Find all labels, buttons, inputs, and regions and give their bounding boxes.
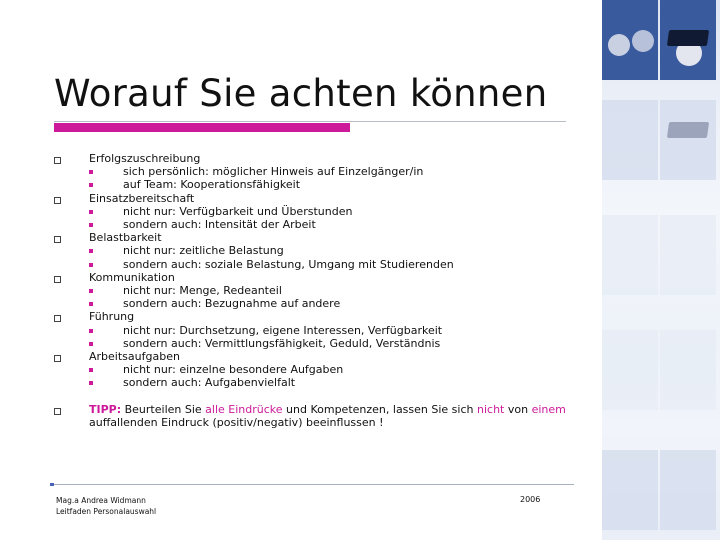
sub-point: nicht nur: Menge, Redeanteil	[89, 284, 594, 297]
topic-item	[54, 310, 594, 350]
hollow-square-bullet-icon	[54, 355, 61, 362]
topic-title: Führung	[89, 310, 135, 324]
tip-highlight: alle Eindrücke	[205, 402, 283, 416]
hollow-square-bullet-icon	[54, 197, 61, 204]
topic-title: Arbeitsaufgaben	[89, 350, 180, 364]
graduation-photo-tile	[602, 100, 658, 180]
decorative-photo-strip	[602, 0, 720, 540]
sub-point: nicht nur: zeitliche Belastung	[89, 244, 594, 257]
tip-highlight: nicht	[477, 402, 505, 416]
sub-point: sondern auch: Bezugnahme auf andere	[89, 297, 594, 310]
filled-square-bullet-icon	[89, 249, 93, 253]
filled-square-bullet-icon	[89, 263, 93, 267]
tip-highlight: einem	[531, 402, 566, 416]
filled-square-bullet-icon	[89, 381, 93, 385]
filled-square-bullet-icon	[89, 210, 93, 214]
topic-item	[54, 231, 594, 271]
topic-item	[54, 192, 594, 232]
graduation-photo-tile	[660, 450, 716, 530]
footer-year: 2006	[520, 495, 541, 504]
filled-square-bullet-icon	[89, 183, 93, 187]
hollow-square-bullet-icon	[54, 157, 61, 164]
sub-point: sondern auch: Aufgabenvielfalt	[89, 376, 594, 389]
filled-square-bullet-icon	[89, 329, 93, 333]
graduation-photo-tile	[660, 0, 716, 80]
filled-square-bullet-icon	[89, 170, 93, 174]
hollow-square-bullet-icon	[54, 315, 61, 322]
footer-author: Mag.a Andrea Widmann	[56, 496, 146, 505]
footer-document-title: Leitfaden Personalauswahl	[56, 507, 157, 516]
sub-point: sondern auch: soziale Belastung, Umgang mit Studierenden	[89, 258, 594, 271]
sub-point: auf Team: Kooperationsfähigkeit	[89, 178, 594, 191]
hollow-square-bullet-icon	[54, 408, 61, 415]
hollow-square-bullet-icon	[54, 236, 61, 243]
footer-divider	[54, 484, 574, 485]
tip-label: TIPP:	[89, 402, 122, 416]
content-list	[54, 152, 594, 429]
filled-square-bullet-icon	[89, 223, 93, 227]
topic-title: Kommunikation	[89, 270, 175, 284]
graduation-photo-tile	[660, 215, 716, 295]
filled-square-bullet-icon	[89, 368, 93, 372]
topic-title: Belastbarkeit	[89, 231, 162, 245]
topic-item	[54, 271, 594, 311]
topic-title: Einsatzbereitschaft	[89, 191, 195, 205]
graduation-photo-tile	[602, 0, 658, 80]
title-accent-bar	[54, 123, 350, 132]
filled-square-bullet-icon	[89, 342, 93, 346]
sub-point: nicht nur: einzelne besondere Aufgaben	[89, 363, 594, 376]
topic-title: Erfolgszuschreibung	[89, 152, 201, 165]
topic-item	[54, 350, 594, 390]
filled-square-bullet-icon	[89, 289, 93, 293]
graduation-photo-tile	[602, 215, 658, 295]
footer-left	[56, 495, 156, 517]
graduation-photo-tile	[602, 330, 658, 410]
sub-point: nicht nur: Verfügbarkeit und Überstunden	[89, 205, 594, 218]
tip-item	[54, 403, 594, 429]
sub-point: sondern auch: Vermittlungsfähigkeit, Geduld, Verständnis	[89, 337, 594, 350]
graduation-photo-tile	[660, 100, 716, 180]
sub-point: sich persönlich: möglicher Hinweis auf Einzelgänger/in	[89, 165, 594, 178]
filled-square-bullet-icon	[89, 302, 93, 306]
sub-point: sondern auch: Intensität der Arbeit	[89, 218, 594, 231]
slide-title: Worauf Sie achten können	[54, 72, 548, 115]
graduation-photo-tile	[602, 450, 658, 530]
hollow-square-bullet-icon	[54, 276, 61, 283]
graduation-photo-tile	[660, 330, 716, 410]
tip-text: TIPP: Beurteilen Sie alle Eindrücke und Kompetenzen, lassen Sie sich nicht von einem auffallenden Eindruck (positiv/negativ) beeinflussen !	[89, 402, 566, 429]
title-divider	[54, 121, 566, 122]
topic-item	[54, 152, 594, 192]
sub-point: nicht nur: Durchsetzung, eigene Interessen, Verfügbarkeit	[89, 324, 594, 337]
footer-divider-marker	[50, 483, 54, 486]
